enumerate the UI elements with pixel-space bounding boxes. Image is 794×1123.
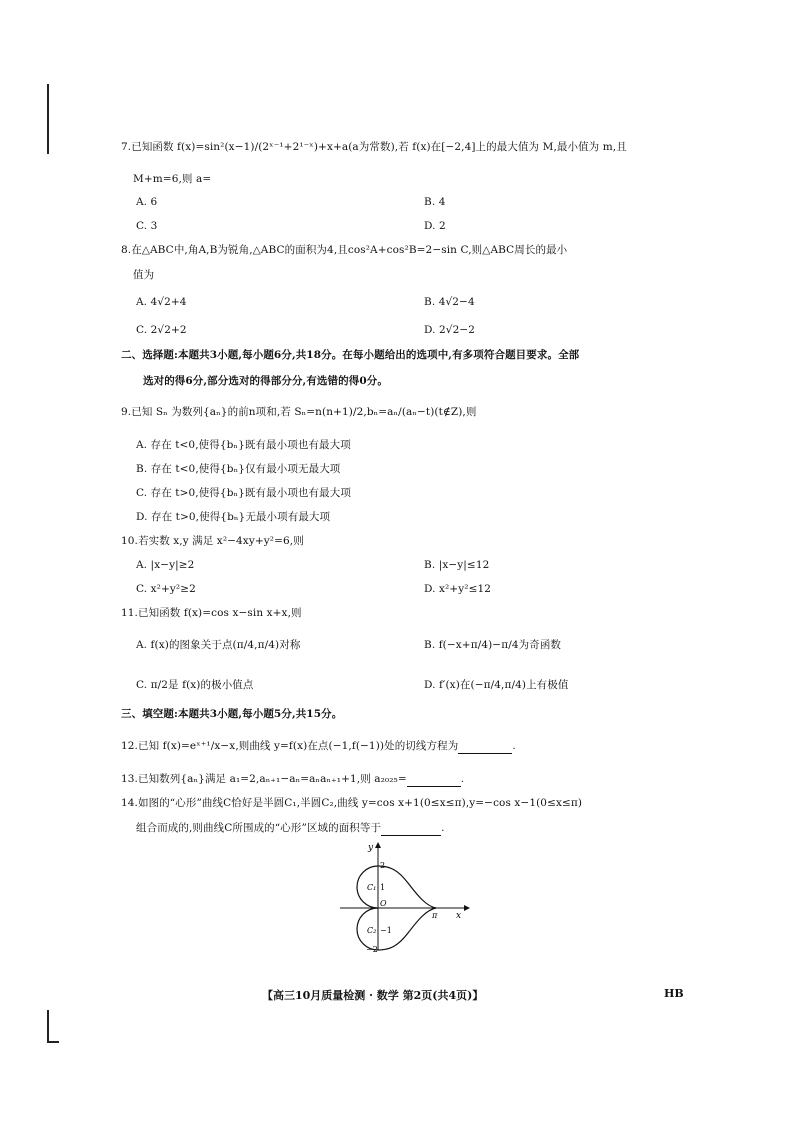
q8-option-a: A. 4√2+4: [136, 296, 187, 308]
q9-stem: 9.已知 Sₙ 为数列{aₙ}的前n项和,若 Sₙ=n(n+1)/2,bₙ=aₙ/(aₙ−t)(t∉Z),则: [121, 406, 477, 418]
q14-text: 组合而成的,则曲线C所围成的“心形”区域的面积等于: [136, 822, 382, 834]
q13-text: 13.已知数列{aₙ}满足 a₁=2,aₙ₊₁−aₙ=aₙaₙ₊₁+1,则 a₂₀₂₅=: [121, 773, 407, 785]
q9-option-b: B. 存在 t<0,使得{bₙ}仅有最小项无最大项: [136, 463, 341, 475]
q10-option-d: D. x²+y²≤12: [424, 583, 492, 595]
x-axis-label: x: [456, 911, 462, 921]
q11-option-c: C. π/2是 f(x)的极小值点: [136, 679, 254, 691]
tick-label-neg2: −2: [366, 945, 378, 954]
section2-heading-line2: 选对的得6分,部分选对的得部分分,有选错的得0分。: [143, 375, 388, 387]
q9-option-d: D. 存在 t>0,使得{bₙ}无最小项有最大项: [136, 511, 331, 523]
q7-option-a: A. 6: [136, 196, 158, 208]
q8-stem-line2: 值为: [133, 269, 155, 281]
footer-code: HB: [664, 987, 684, 1000]
q14-answer-blank: [381, 821, 441, 836]
q13-stem: [121, 772, 464, 787]
q12-period: .: [512, 740, 516, 752]
tick-label-neg1: −1: [380, 926, 392, 935]
q10-option-b: B. |x−y|≤12: [424, 559, 490, 571]
page-footer: 【高三10月质量检测 · 数学 第2页(共4页)】: [262, 989, 484, 1002]
tick-label-1: 1: [380, 883, 386, 892]
q7-option-d: D. 2: [424, 220, 446, 232]
x-axis-arrow: [464, 905, 470, 911]
q9-option-c: C. 存在 t>0,使得{bₙ}既有最小项也有最大项: [136, 487, 351, 499]
q10-stem: 10.若实数 x,y 满足 x²−4xy+y²=6,则: [121, 535, 304, 547]
section2-heading-line1: 二、选择题:本题共3小题,每小题6分,共18分。在每小题给出的选项中,有多项符合题目要求。全部: [121, 349, 580, 361]
section3-heading: 三、填空题:本题共3小题,每小题5分,共15分。: [121, 708, 343, 720]
tick-label-pi: π: [432, 911, 438, 920]
q12-stem: [121, 739, 516, 754]
label-c2: C₂: [367, 926, 377, 935]
tick-label-2: 2: [380, 861, 386, 870]
q7-stem-line1: 7.已知函数 f(x)=sin²(x−1)/(2ˣ⁻¹+2¹⁻ˣ)+x+a(a为常数),若 f(x)在[−2,4]上的最大值为 M,最小值为 m,且: [121, 141, 627, 153]
label-c1: C₁: [367, 883, 377, 892]
q13-period: .: [460, 773, 465, 785]
heart-curve-figure: [330, 838, 480, 958]
q11-option-a: A. f(x)的图象关于点(π/4,π/4)对称: [136, 639, 301, 651]
q12-answer-blank: [458, 739, 512, 754]
q7-stem-line2: M+m=6,则 a=: [133, 173, 212, 185]
q7-option-c: C. 3: [136, 220, 158, 232]
q10-option-a: A. |x−y|≥2: [136, 559, 195, 571]
q13-answer-blank: [407, 772, 461, 787]
q14-period: .: [441, 822, 445, 834]
q11-option-b: B. f(−x+π/4)−π/4为奇函数: [424, 639, 562, 651]
y-axis-label: y: [368, 843, 374, 853]
q14-stem-line1: 14.如图的“心形”曲线C恰好是半圆C₁,半圆C₂,曲线 y=cos x+1(0≤x≤π),y=−cos x−1(0≤x≤π): [121, 797, 583, 809]
binding-mark-foot: [47, 1041, 59, 1043]
q7-option-b: B. 4: [424, 196, 446, 208]
q14-stem-line2: [136, 821, 445, 836]
q8-stem-line1: 8.在△ABC中,角A,B为锐角,△ABC的面积为4,且cos²A+cos²B=2−sin C,则△ABC周长的最小: [121, 244, 568, 256]
q12-text: 12.已知 f(x)=eˣ⁺¹/x−x,则曲线 y=f(x)在点(−1,f(−1))处的切线方程为: [121, 740, 459, 752]
curve-cos-upper: [378, 866, 436, 908]
q8-option-d: D. 2√2−2: [424, 324, 476, 336]
binding-mark-bottom: [47, 1010, 49, 1042]
q9-option-a: A. 存在 t<0,使得{bₙ}既有最小项也有最大项: [136, 439, 351, 451]
y-axis-arrow: [375, 842, 381, 848]
q10-option-c: C. x²+y²≥2: [136, 583, 196, 595]
q11-option-d: D. f′(x)在(−π/4,π/4)上有极值: [424, 679, 569, 691]
q8-option-c: C. 2√2+2: [136, 324, 187, 336]
origin-label: O: [380, 899, 387, 908]
q8-option-b: B. 4√2−4: [424, 296, 475, 308]
q11-stem: 11.已知函数 f(x)=cos x−sin x+x,则: [121, 607, 302, 619]
binding-mark-top: [47, 84, 49, 154]
